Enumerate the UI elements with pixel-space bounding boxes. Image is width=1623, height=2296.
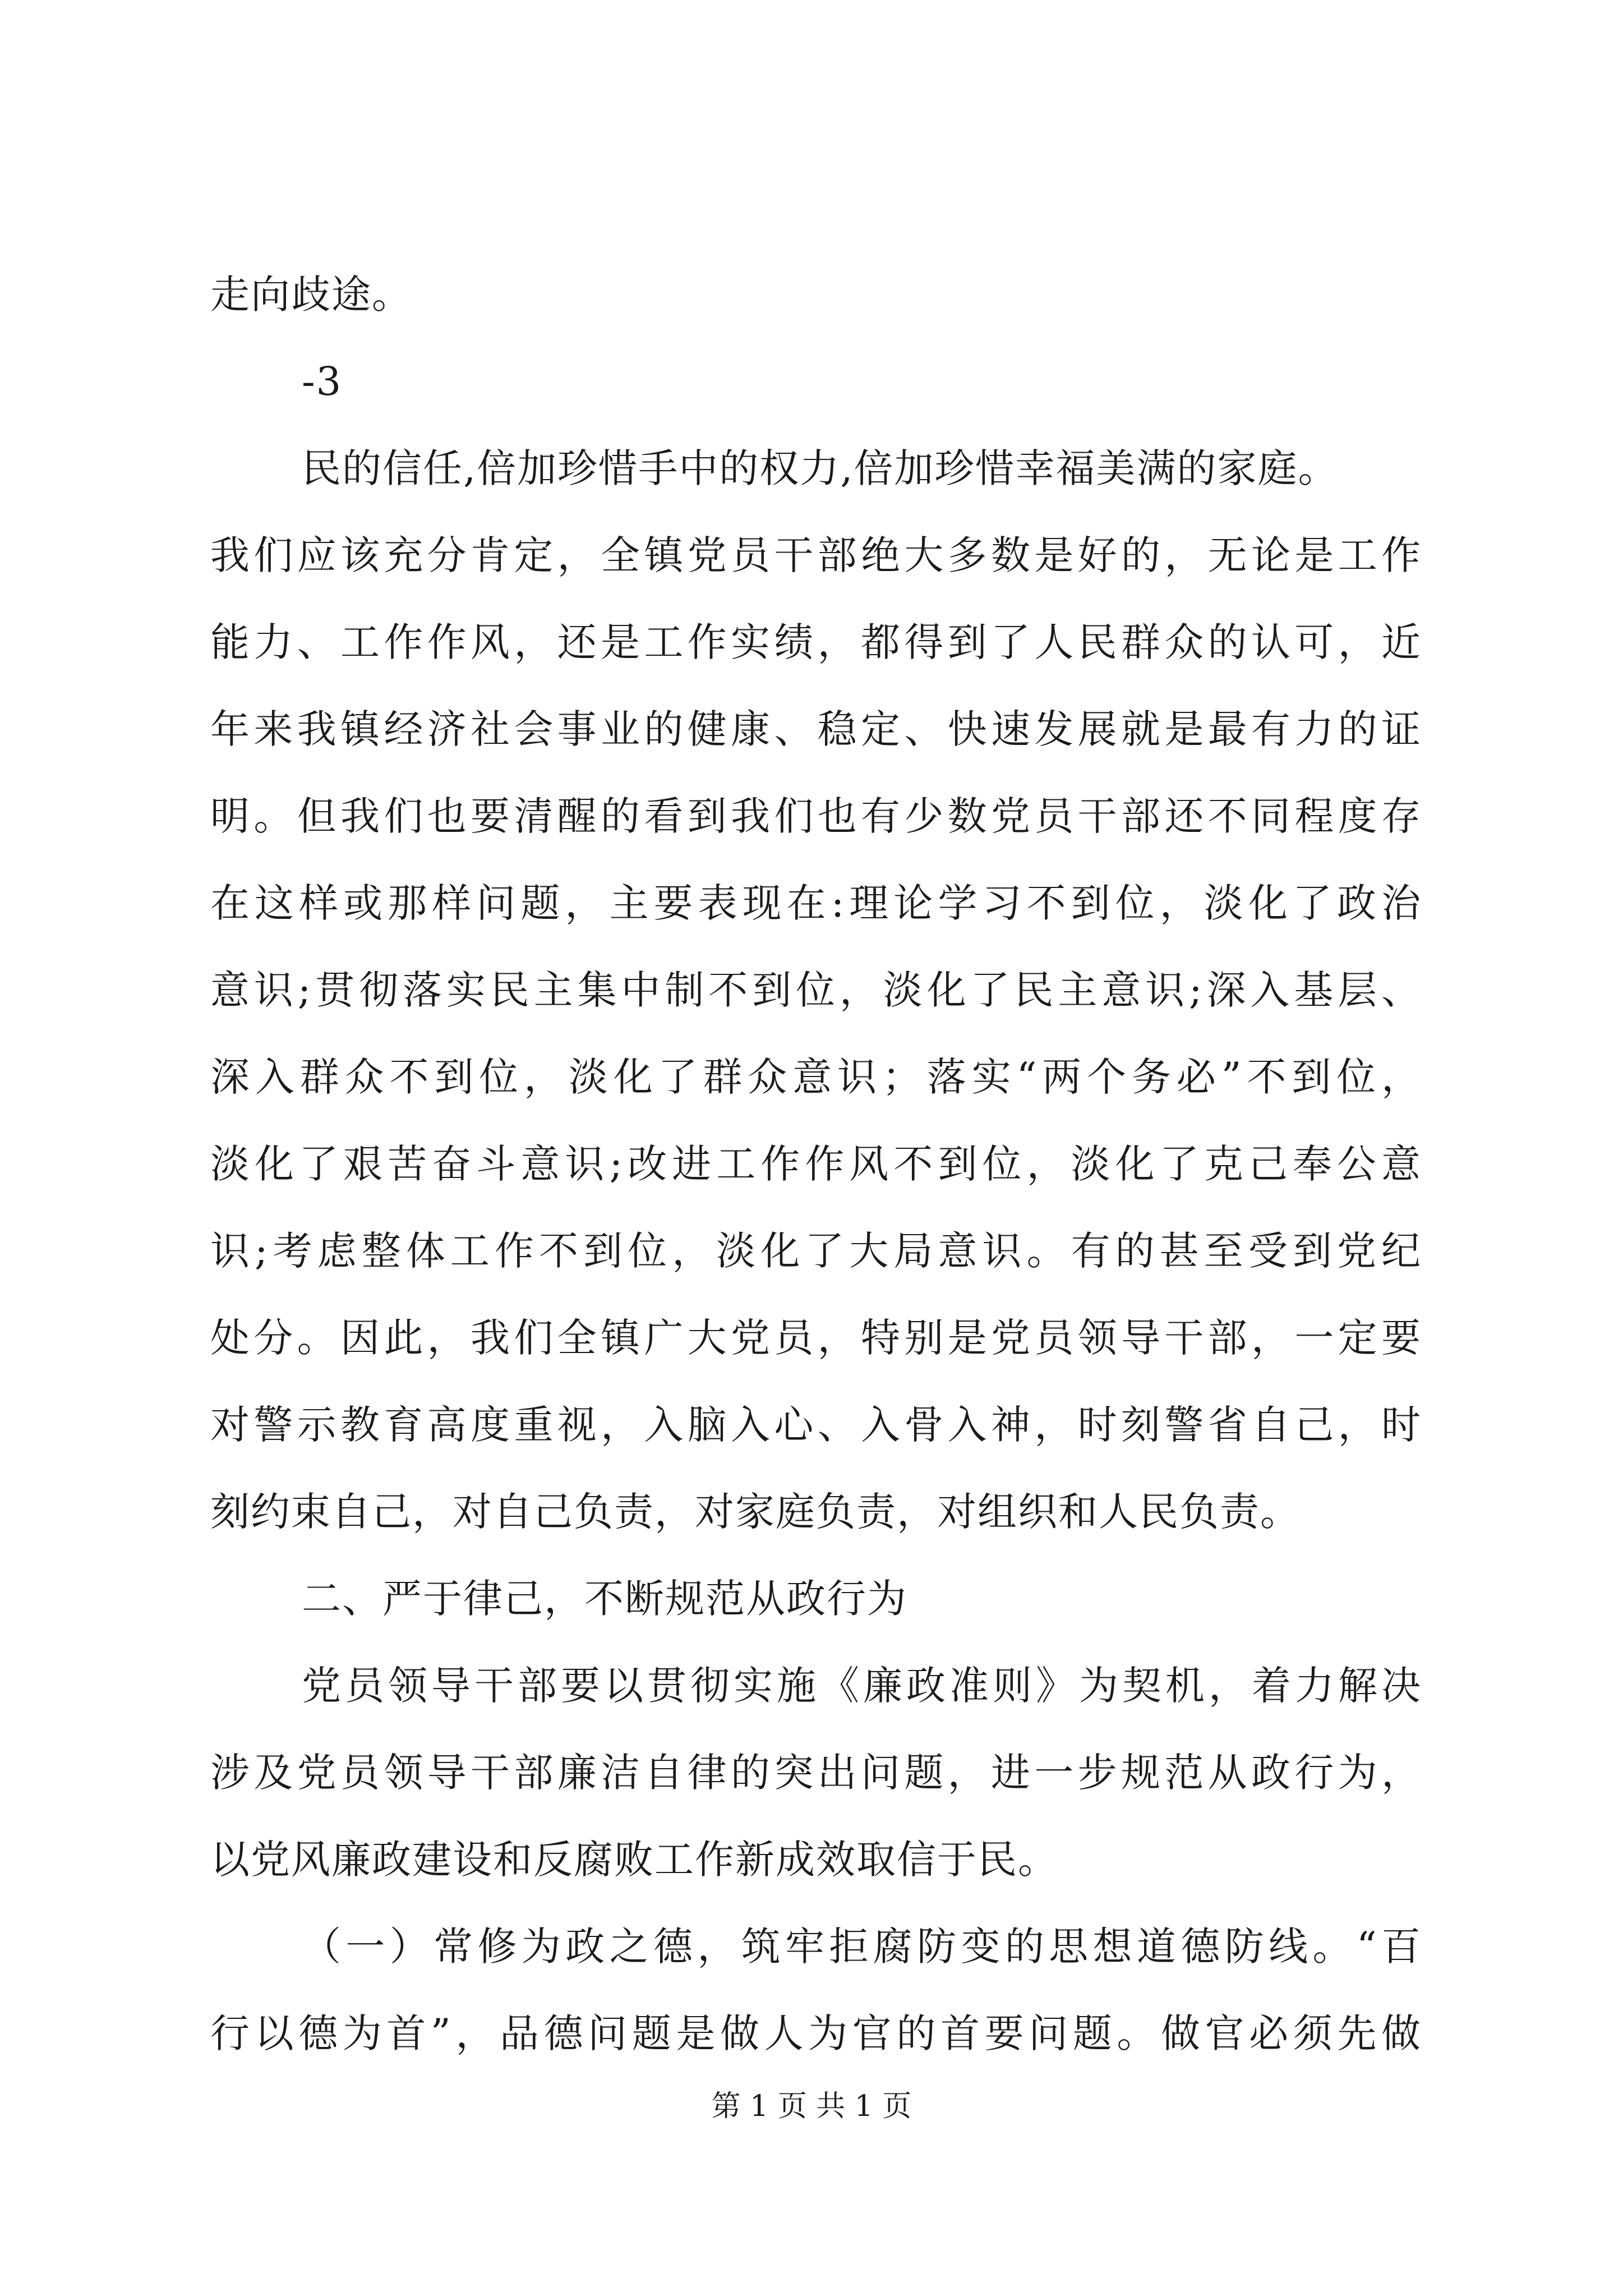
text-line: 党员领导干部要以贯彻实施《廉政准则》为契机，着力解决 bbox=[302, 1663, 1422, 1709]
section-heading: 二、严于律己，不断规范从政行为 bbox=[302, 1576, 907, 1622]
text-line: 能力、工作作风，还是工作实绩，都得到了人民群众的认可，近 bbox=[210, 619, 1422, 665]
text-line: 对警示教育高度重视，入脑入心、入骨入神，时刻警省自己，时 bbox=[210, 1402, 1422, 1448]
text-line: 刻约束自己，对自己负责，对家庭负责，对组织和人民负责。 bbox=[210, 1489, 1301, 1535]
page-footer: 第 1 页 共 1 页 bbox=[711, 2090, 912, 2123]
text-line: 我们应该充分肯定，全镇党员干部绝大多数是好的，无论是工作 bbox=[210, 532, 1422, 578]
text-line: 淡化了艰苦奋斗意识;改进工作作风不到位，淡化了克己奉公意 bbox=[210, 1141, 1422, 1187]
text-line: 意识;贯彻落实民主集中制不到位，淡化了民主意识;深入基层、 bbox=[210, 967, 1422, 1013]
text-line: 涉及党员领导干部廉洁自律的突出问题，进一步规范从政行为， bbox=[210, 1750, 1422, 1796]
text-line: 深入群众不到位，淡化了群众意识；落实“两个务必”不到位， bbox=[210, 1054, 1422, 1100]
text-line: （一）常修为政之德，筑牢拒腐防变的思想道德防线。“百 bbox=[302, 1924, 1422, 1970]
text-line: -3 bbox=[302, 358, 343, 404]
text-line: 在这样或那样问题，主要表现在:理论学习不到位，淡化了政治 bbox=[210, 880, 1422, 926]
text-line: 明。但我们也要清醒的看到我们也有少数党员干部还不同程度存 bbox=[210, 793, 1422, 839]
text-line: 处分。因此，我们全镇广大党员，特别是党员领导干部，一定要 bbox=[210, 1315, 1422, 1361]
text-line: 以党风廉政建设和反腐败工作新成效取信于民。 bbox=[210, 1837, 1058, 1883]
text-line: 民的信任,倍加珍惜手中的权力,倍加珍惜幸福美满的家庭。 bbox=[302, 445, 1339, 491]
text-line: 走向歧途。 bbox=[210, 272, 412, 318]
text-line: 行以德为首”，品德问题是做人为官的首要问题。做官必须先做 bbox=[210, 2010, 1422, 2056]
text-line: 年来我镇经济社会事业的健康、稳定、快速发展就是最有力的证 bbox=[210, 706, 1422, 752]
text-line: 识;考虑整体工作不到位，淡化了大局意识。有的甚至受到党纪 bbox=[210, 1228, 1422, 1274]
